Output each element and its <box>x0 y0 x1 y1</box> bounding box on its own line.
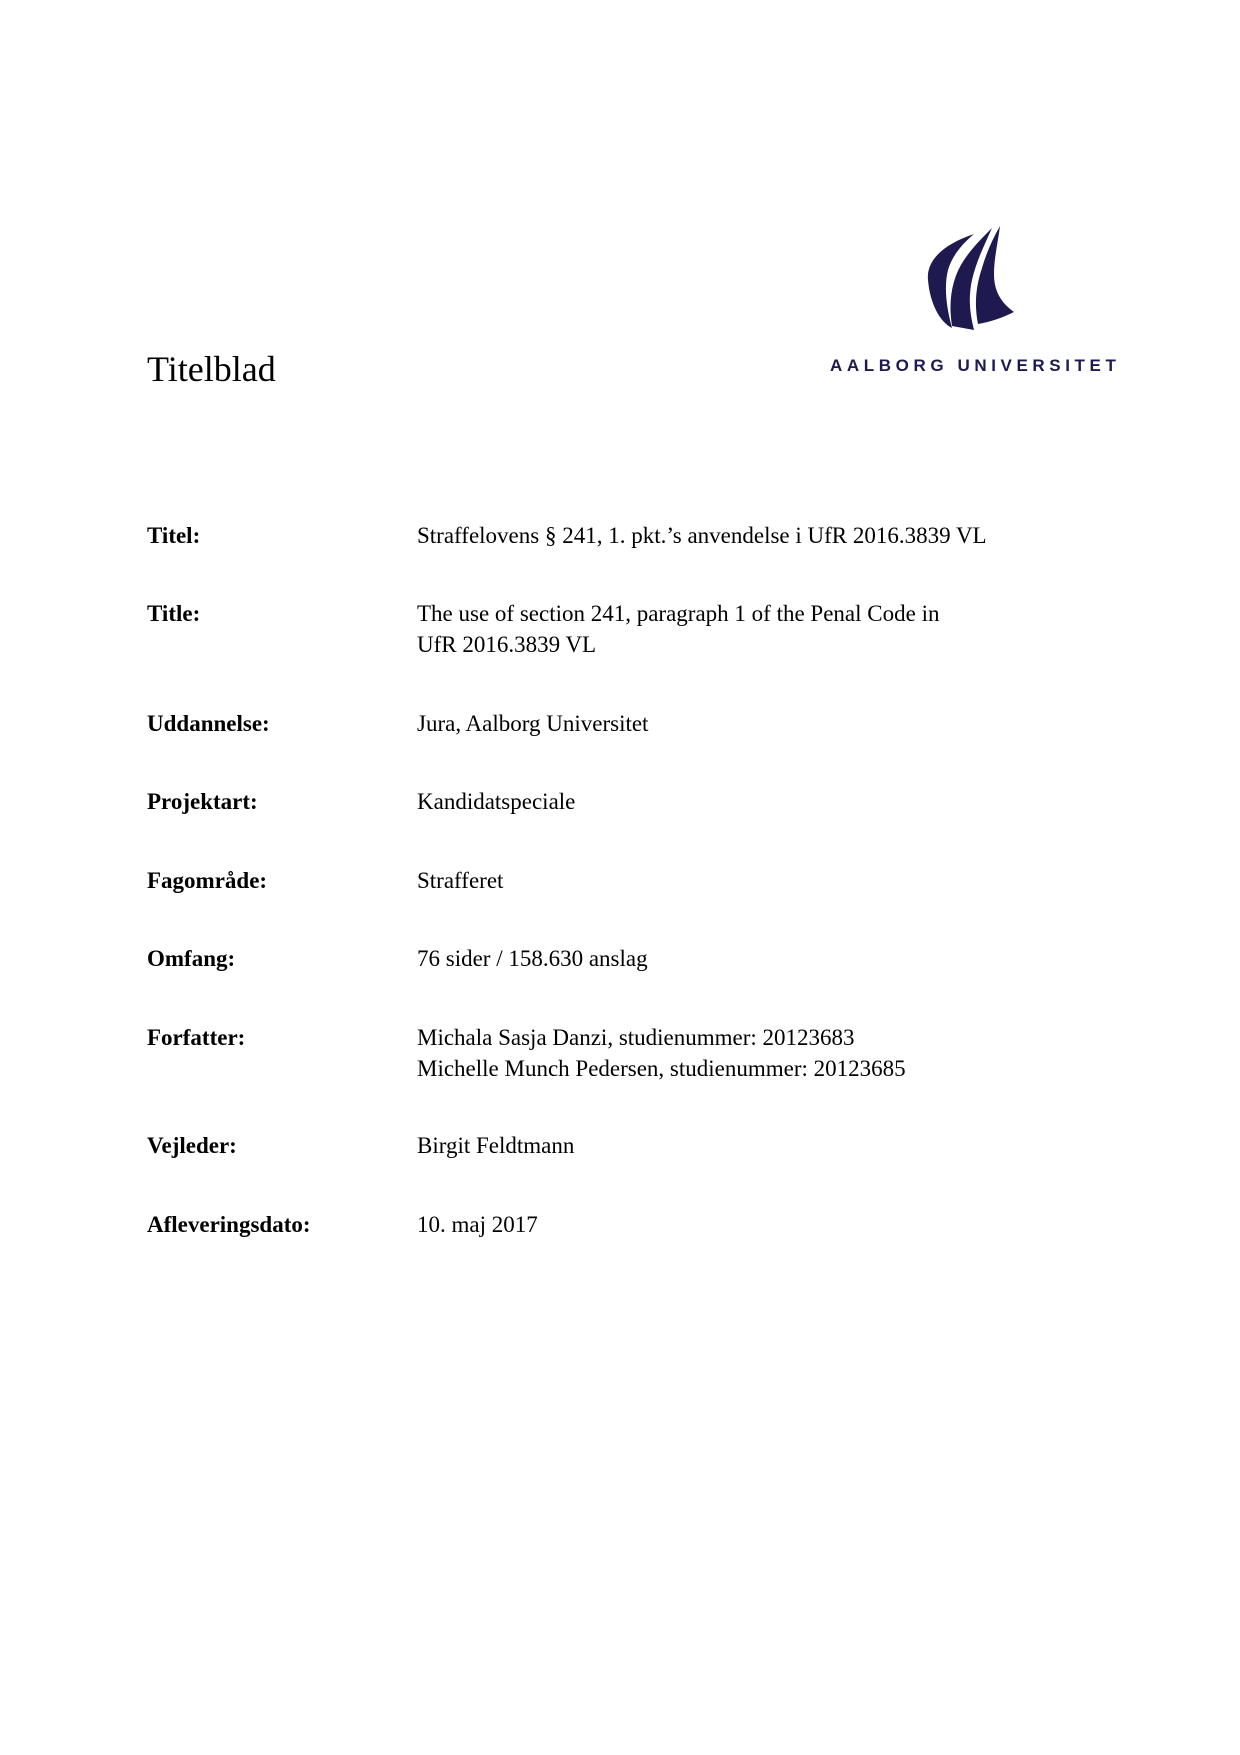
field-label: Projektart: <box>147 789 258 814</box>
field-value <box>417 786 1107 817</box>
field-value-line: Birgit Feldtmann <box>417 1133 575 1158</box>
field-label: Title: <box>147 601 201 626</box>
field-label: Forfatter: <box>147 1025 246 1050</box>
field-value <box>417 708 1107 739</box>
field-value <box>417 598 1107 660</box>
field-value <box>417 865 1107 896</box>
field-value-line: 76 sider / 158.630 anslag <box>417 946 648 971</box>
field-value-line: Michelle Munch Pedersen, studienummer: 20123685 <box>417 1056 906 1081</box>
field-label: Omfang: <box>147 946 236 971</box>
aau-waves-icon <box>922 226 1022 330</box>
field-value <box>417 1130 1107 1161</box>
field-value-line: Kandidatspeciale <box>417 789 576 814</box>
logo-wordmark: AALBORG UNIVERSITET <box>830 356 1121 375</box>
field-label: Uddannelse: <box>147 711 270 736</box>
field-value-line: Michala Sasja Danzi, studienummer: 20123683 <box>417 1025 855 1050</box>
field-label: Titel: <box>147 523 201 548</box>
field-value-line: Strafferet <box>417 868 504 893</box>
field-value-line: Jura, Aalborg Universitet <box>417 711 649 736</box>
page-title: Titelblad <box>147 349 276 389</box>
field-value-line: UfR 2016.3839 VL <box>417 632 597 657</box>
field-label: Fagområde: <box>147 868 268 893</box>
field-value-line: 10. maj 2017 <box>417 1212 538 1237</box>
university-logo <box>830 222 1120 382</box>
field-value-line: The use of section 241, paragraph 1 of the Penal Code in <box>417 601 940 626</box>
field-value <box>417 943 1107 974</box>
field-label: Afleveringsdato: <box>147 1212 311 1237</box>
field-value <box>417 1022 1107 1084</box>
field-value-line: Straffelovens § 241, 1. pkt.’s anvendelse i UfR 2016.3839 VL <box>417 523 987 548</box>
field-label: Vejleder: <box>147 1133 237 1158</box>
field-value <box>417 1209 1107 1240</box>
field-value <box>417 520 1107 551</box>
